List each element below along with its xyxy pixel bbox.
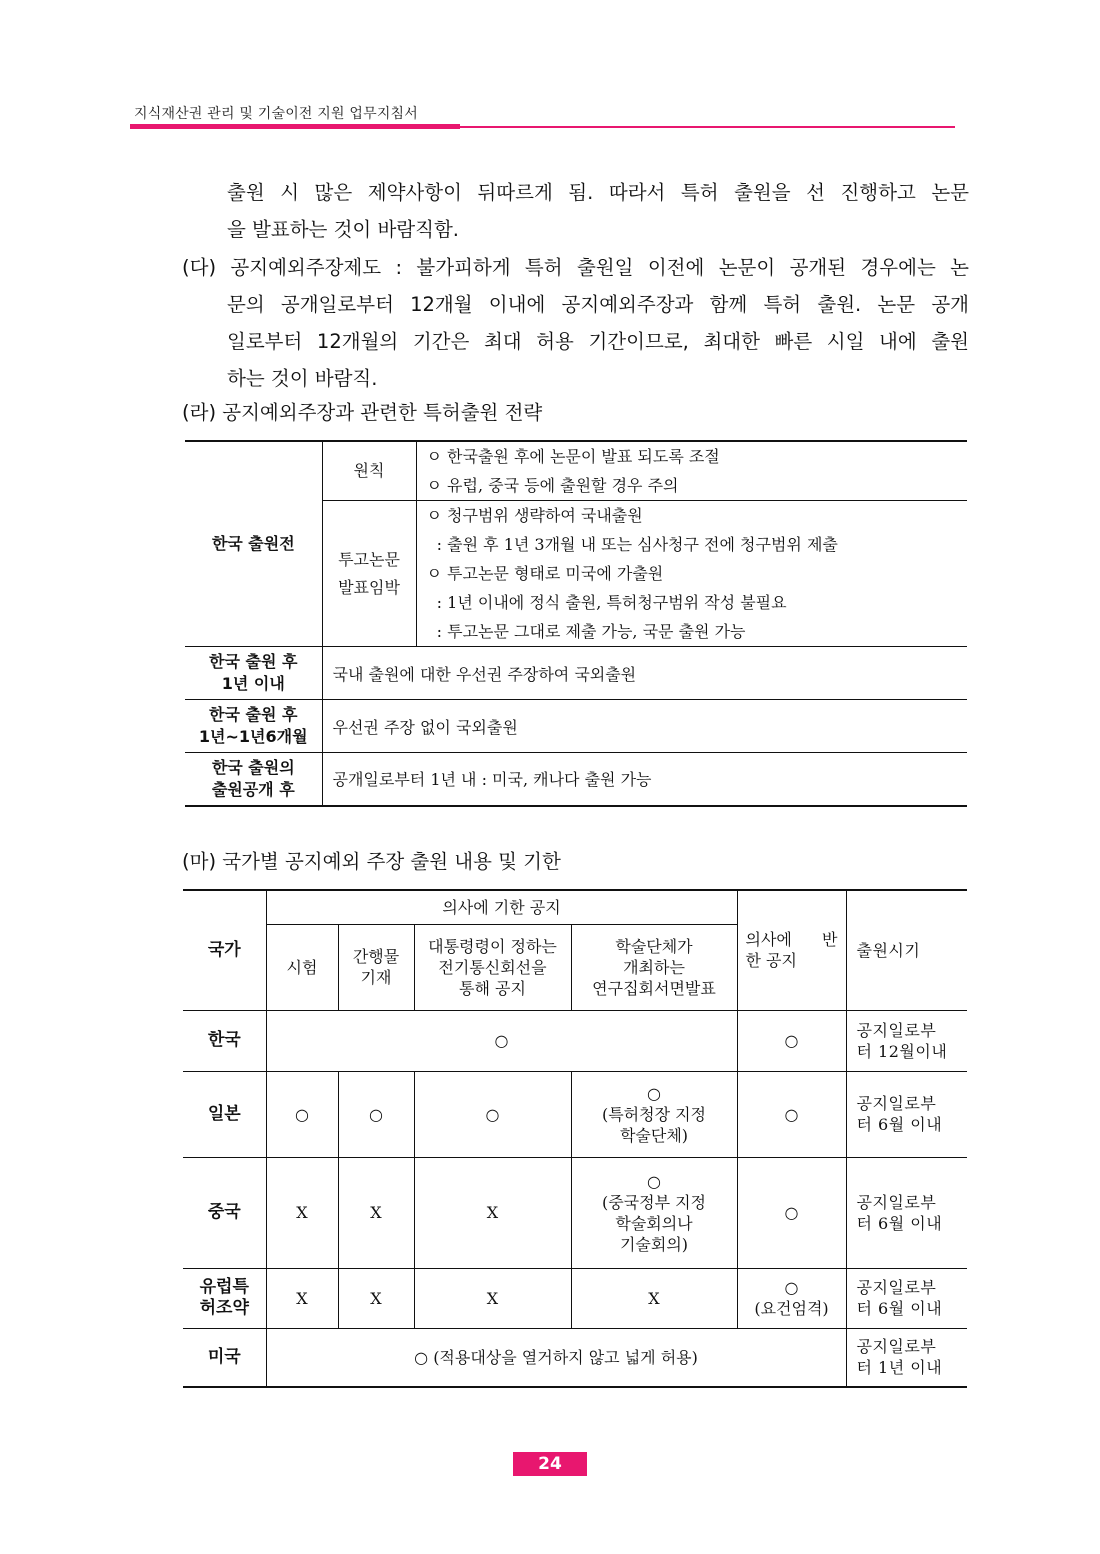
header-academic — [571, 924, 737, 1010]
list-item: ㅇ 투고논문 형태로 미국에 가출원 — [426, 564, 664, 583]
text-line: 하는 것이 바람직. — [227, 367, 378, 390]
list-item: ㅇ 청구범위 생략하여 국내출원 — [426, 506, 643, 525]
label-line: 출원공개 후 — [211, 779, 295, 799]
section-heading-ma: (마) 국가별 공지예외 주장 출원 내용 및 기한 — [182, 850, 561, 873]
header-intentional: 의사에 기한 공지 — [266, 890, 737, 924]
page-number: 24 — [513, 1452, 587, 1476]
table-row — [185, 753, 967, 806]
text-line: 을 발표하는 것이 바람직함. — [227, 218, 460, 241]
cell-academic — [571, 1071, 737, 1157]
header-line: 전기통신회선을 — [438, 957, 547, 977]
imminent-items — [416, 501, 967, 647]
header-exam: 시험 — [266, 924, 338, 1010]
label-line: 투고논문 — [338, 549, 400, 569]
header-line: 의사에 반 — [745, 930, 838, 950]
label-line: 한국 출원의 — [211, 757, 295, 777]
cell-telecom: X — [414, 1157, 571, 1268]
country-epc — [183, 1268, 266, 1328]
country-japan: 일본 — [183, 1071, 266, 1157]
header-country: 국가 — [183, 890, 266, 1010]
cell-line: 학술단체) — [619, 1125, 689, 1145]
label-line: 1년 이내 — [221, 674, 285, 693]
header-telecom — [414, 924, 571, 1010]
document-header-title: 지식재산권 관리 및 기술이전 지원 업무지침서 — [134, 106, 419, 122]
table-row — [183, 1157, 967, 1268]
cell-telecom: ○ — [414, 1071, 571, 1157]
row-label-within-1yr — [185, 647, 322, 700]
cell-deadline — [846, 1268, 967, 1328]
row-label-before-filing: 한국 출원전 — [185, 441, 322, 647]
table-row — [185, 647, 967, 700]
text-line: 문의 공개일로부터 12개월 이내에 공지예외주장과 함께 특허 출원. 논문 공개 — [227, 293, 969, 316]
header-line: 학술단체가 — [615, 936, 693, 956]
deadline-line: 터 6월 이내 — [856, 1115, 943, 1134]
header-line: 한 공지 — [745, 951, 797, 971]
text-line: 일로부터 12개월의 기간은 최대 허용 기간이므로, 최대한 빠른 시일 내에 출원 — [227, 330, 969, 353]
strategy-table — [185, 440, 967, 807]
section-heading-ra: (라) 공지예외주장과 관련한 특허출원 전략 — [182, 401, 543, 424]
table-row — [185, 441, 967, 501]
country-line: 허조약 — [199, 1298, 249, 1318]
cell-line: (요건엄격) — [754, 1299, 829, 1318]
header-line: 간행물 — [352, 947, 400, 966]
country-usa: 미국 — [183, 1328, 266, 1387]
deadline-line: 터 1년 이내 — [856, 1358, 943, 1378]
header-line: 연구집회서면발표 — [592, 978, 716, 998]
row-text: 국내 출원에 대한 우선권 주장하여 국외출원 — [322, 647, 967, 700]
list-item: : 투고논문 그대로 제출 가능, 국문 출원 가능 — [426, 622, 746, 641]
paragraph-da — [182, 249, 972, 397]
label-line: 한국 출원 후 — [209, 705, 298, 724]
cell-publication: ○ — [338, 1071, 414, 1157]
country-table — [183, 889, 967, 1388]
cell-deadline — [846, 1157, 967, 1268]
header-line: 기재 — [360, 968, 392, 987]
label-line: 발표임박 — [338, 577, 400, 597]
row-text: 우선권 주장 없이 국외출원 — [322, 700, 967, 753]
deadline-line: 공지일로부 — [856, 1337, 937, 1357]
cell-line: (중국정부 지정 — [601, 1192, 707, 1212]
label-line: 1년~1년6개월 — [198, 727, 308, 746]
header-against-will — [737, 890, 846, 1010]
country-line: 유럽특 — [199, 1277, 249, 1297]
cell-line: ○ — [647, 1171, 661, 1191]
cell-deadline — [846, 1071, 967, 1157]
cell-publication: X — [338, 1157, 414, 1268]
cell-academic — [571, 1157, 737, 1268]
paragraph-continuation — [227, 174, 969, 248]
list-item: ㅇ 한국출원 후에 논문이 발표 되도록 조절 — [426, 447, 720, 466]
header-line: 대통령령이 정하는 — [428, 936, 557, 956]
deadline-line: 공지일로부 — [856, 1192, 937, 1212]
table-row — [183, 1268, 967, 1328]
deadline-line: 터 6월 이내 — [856, 1213, 943, 1233]
cell-against — [737, 1268, 846, 1328]
cell-against: ○ — [737, 1157, 846, 1268]
cell-line: 기술회의) — [619, 1234, 689, 1254]
cell-academic: X — [571, 1268, 737, 1328]
row-label-after-publication — [185, 753, 322, 806]
cell-exam: X — [266, 1268, 338, 1328]
table-row — [185, 700, 967, 753]
sub-label-imminent — [322, 501, 416, 647]
text-line: (다) 공지예외주장제도 : 불가피하게 특허 출원일 이전에 논문이 공개된 경우에는 논 — [182, 256, 969, 279]
cell-exam: ○ — [266, 1071, 338, 1157]
header-publication — [338, 924, 414, 1010]
list-item: : 1년 이내에 정식 출원, 특허청구범위 작성 불필요 — [426, 593, 787, 612]
header-deadline: 출원시기 — [846, 890, 967, 1010]
deadline-line: 공지일로부 — [856, 1094, 937, 1113]
cell-line: 학술회의나 — [615, 1213, 693, 1233]
header-line: 개최하는 — [623, 957, 685, 977]
cell-merged: ○ — [266, 1010, 737, 1071]
deadline-line: 공지일로부 — [856, 1020, 937, 1040]
cell-merged: ○ (적용대상을 열거하지 않고 넓게 허용) — [266, 1328, 846, 1387]
country-china: 중국 — [183, 1157, 266, 1268]
list-item: ㅇ 유럽, 중국 등에 출원할 경우 주의 — [426, 476, 679, 495]
cell-against: ○ — [737, 1071, 846, 1157]
cell-against: ○ — [737, 1010, 846, 1071]
row-text: 공개일로부터 1년 내 : 미국, 캐나다 출원 가능 — [322, 753, 967, 806]
sub-label-principle: 원칙 — [322, 441, 416, 501]
deadline-line: 공지일로부 — [856, 1278, 937, 1297]
header-rule — [460, 126, 955, 128]
table-row — [183, 1328, 967, 1387]
cell-line: ○ — [647, 1083, 661, 1103]
header-accent-bar — [130, 124, 460, 129]
table-row — [183, 1071, 967, 1157]
cell-telecom: X — [414, 1268, 571, 1328]
table-row — [183, 890, 967, 924]
cell-line: (특허청장 지정 — [601, 1104, 707, 1124]
country-korea: 한국 — [183, 1010, 266, 1071]
text-line: 출원 시 많은 제약사항이 뒤따르게 됨. 따라서 특허 출원을 선 진행하고 논문 — [227, 181, 969, 204]
cell-publication: X — [338, 1268, 414, 1328]
table-row — [183, 1010, 967, 1071]
label-line: 한국 출원 후 — [209, 652, 298, 671]
cell-deadline — [846, 1328, 967, 1387]
principle-items — [416, 441, 967, 501]
cell-line: ○ — [784, 1278, 799, 1297]
deadline-line: 터 6월 이내 — [856, 1299, 943, 1318]
row-label-1yr-18mo — [185, 700, 322, 753]
header-line: 통해 공지 — [459, 978, 526, 998]
list-item: : 출원 후 1년 3개월 내 또는 심사청구 전에 청구범위 제출 — [426, 535, 838, 554]
deadline-line: 터 12월이내 — [856, 1041, 948, 1061]
cell-deadline — [846, 1010, 967, 1071]
cell-exam: X — [266, 1157, 338, 1268]
